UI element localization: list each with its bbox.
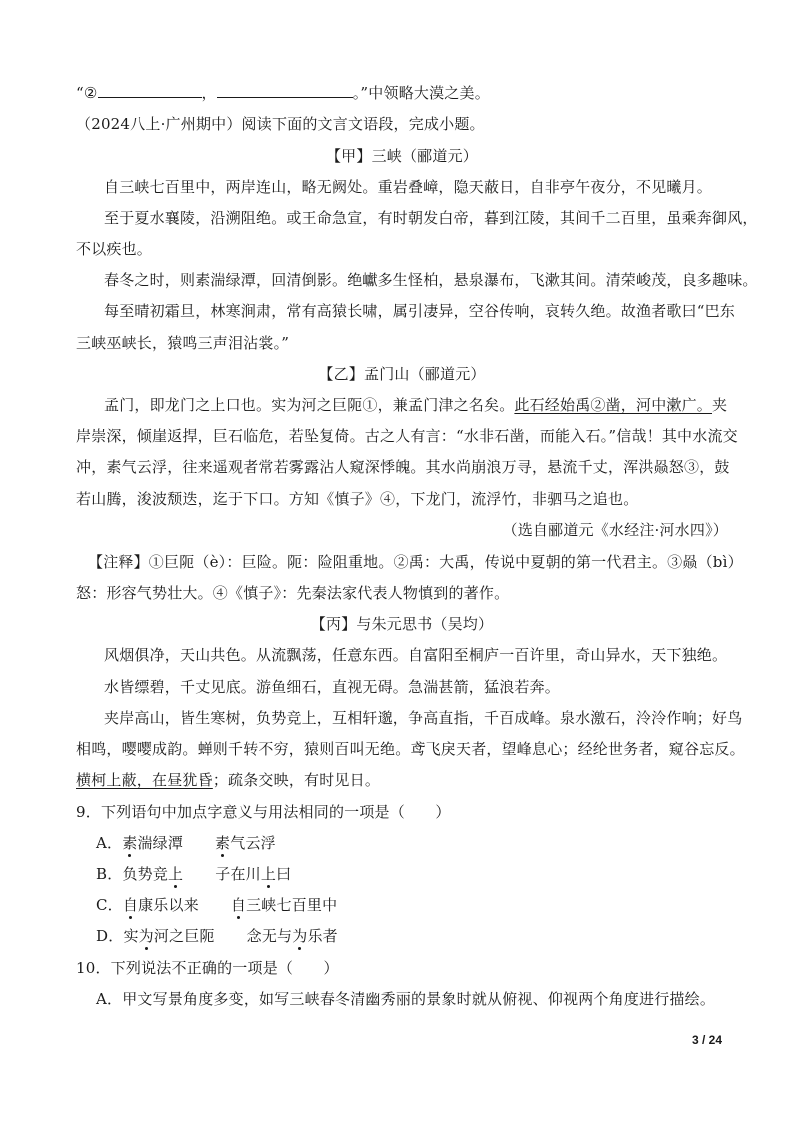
underlined-sentence: 横柯上蔽，在昼犹昏 — [76, 771, 213, 789]
question-9-option-d[interactable]: D．实为河之巨阨 念无与为乐者 — [96, 927, 338, 945]
paragraph: 三峡巫峡长，猿鸣三声泪沾裳。” — [76, 334, 290, 352]
dotted-char: 为 — [138, 927, 154, 945]
annotation: 怒：形容气势壮大。④《慎子》：先秦法家代表人物慎到的著作。 — [76, 584, 510, 602]
question-9-option-b[interactable]: B．负势竞上 子在川上曰 — [96, 865, 292, 883]
dotted-char: 素 — [122, 834, 138, 852]
question-9-stem: 9．下列语句中加点字意义与用法相同的一项是（ ） — [76, 803, 451, 821]
paragraph: 岸崇深，倾崖返捍，巨石临危，若坠复倚。古之人有言：“水非石凿，而能入石。”信哉！其中水流交 — [76, 427, 738, 445]
answer-blank[interactable] — [98, 82, 202, 98]
paragraph: 孟门，即龙门之上口也。实为河之巨阨①，兼孟门津之名矣。此石经始禹②凿，河中漱广。夹 — [104, 396, 728, 414]
passage-yi-title: 【乙】孟门山（郦道元） — [318, 365, 486, 383]
page-number: 3 / 24 — [691, 1033, 722, 1047]
fill-blank-line: “② ， 。”中领略大漠之美。 — [76, 84, 490, 102]
question-9-option-c[interactable]: C．自康乐以来 自三峡七百里中 — [96, 896, 338, 914]
paragraph: 若山腾，浚波颓迭，迄于下口。方知《慎子》④，下龙门，流浮竹，非驷马之追也。 — [76, 490, 639, 508]
paragraph: 春冬之时，则素湍绿潭，回清倒影。绝巘多生怪柏，悬泉瀑布，飞漱其间。清荣峻茂，良多趣味。 — [104, 271, 758, 289]
paragraph: 相鸣，嘤嘤成韵。蝉则千转不穷，猿则百叫无绝。鸢飞戾天者，望峰息心；经纶世务者，窥谷忘反。 — [76, 740, 745, 758]
paragraph: 每至晴初霜旦，林寒涧肃，常有高猿长啸，属引凄异，空谷传响，哀转久绝。故渔者歌曰“巴东 — [104, 302, 736, 320]
paragraph: 自三峡七百里中，两岸连山，略无阙处。重岩叠嶂，隐天蔽日，自非亭午夜分，不见曦月。 — [104, 178, 713, 196]
dotted-char: 上 — [260, 865, 277, 883]
paragraph: 夹岸高山，皆生寒树，负势竞上，互相轩邈，争高直指，千百成峰。泉水激石，泠泠作响；好鸟 — [104, 709, 743, 727]
passage-bing-title: 【丙】与朱元思书（吴均） — [310, 615, 494, 633]
underlined-sentence: 此石经始禹②凿，河中漱广。 — [514, 396, 713, 414]
question-10-stem: 10．下列说法不正确的一项是（ ） — [76, 959, 339, 977]
dotted-char: 自 — [122, 896, 139, 914]
paragraph: 水皆缥碧，千丈见底。游鱼细石，直视无碍。急湍甚箭，猛浪若奔。 — [104, 678, 561, 696]
paragraph: 至于夏水襄陵，沿溯阻绝。或王命急宣，有时朝发白帝，暮到江陵，其间千二百里，虽乘奔御风， — [104, 209, 758, 227]
dotted-char: 自 — [230, 896, 247, 914]
intro-text: （2024八上·广州期中）阅读下面的文言文语段，完成小题。 — [76, 115, 485, 133]
source-citation: （选自郦道元《水经注·河水四》） — [502, 521, 728, 539]
question-9-option-a[interactable]: A．素湍绿潭 素气云浮 — [96, 834, 276, 852]
answer-blank[interactable] — [217, 82, 353, 98]
paragraph: 横柯上蔽，在昼犹昏；疏条交映，有时见日。 — [76, 771, 381, 789]
annotation: 【注释】①巨阨（è）：巨险。阨：险阻重地。②禹：大禹，传说中夏朝的第一代君主。③赑（bì） — [88, 553, 743, 571]
paragraph: 不以疾也。 — [76, 240, 153, 258]
question-10-option-a[interactable]: A．甲文写景角度多变，如写三峡春冬清幽秀丽的景象时就从俯视、仰视两个角度进行描绘。 — [96, 990, 716, 1008]
dotted-char: 上 — [168, 865, 184, 883]
dotted-char: 素 — [215, 834, 231, 852]
passage-jia-title: 【甲】三峡（郦道元） — [325, 147, 478, 165]
paragraph: 冲，素气云浮，往来遥观者常若雾露沾人窥深悸魄。其水尚崩浪万寻，悬流千丈，浑洪赑怒③，鼓 — [76, 458, 730, 476]
paragraph: 风烟俱净，天山共色。从流飘荡，任意东西。自富阳至桐庐一百许里，奇山异水，天下独绝。 — [104, 646, 728, 664]
dotted-char: 为 — [292, 927, 308, 945]
